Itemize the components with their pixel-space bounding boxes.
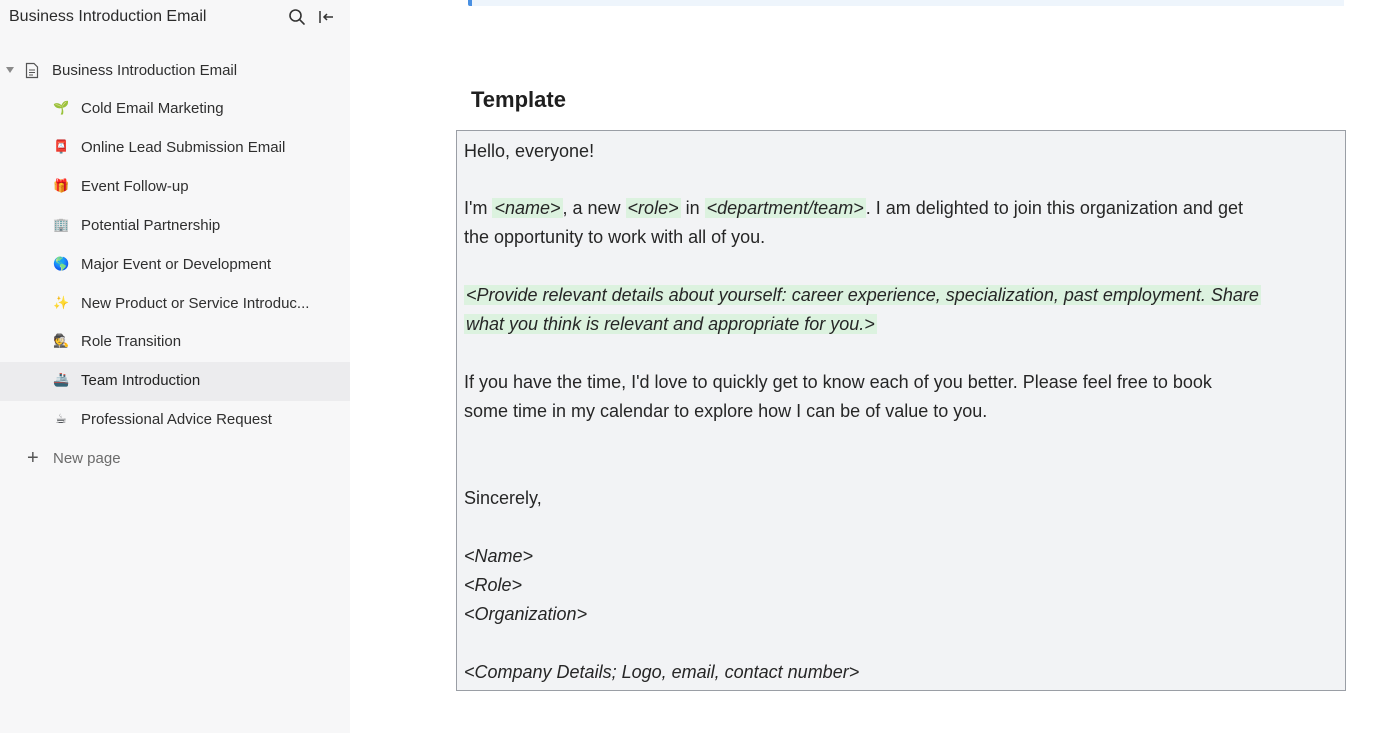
section-heading: Template — [471, 87, 566, 112]
sidebar-item-label: Professional Advice Request — [81, 411, 272, 428]
template-details-line-2 — [464, 310, 877, 339]
template-closing-line: If you have the time, I'd love to quickly get to know each of you better. Please feel free to book — [464, 372, 1212, 392]
template-signature-name: <Name> — [464, 546, 534, 566]
sidebar-item-label: Major Event or Development — [81, 256, 272, 273]
intro-text: , a new — [562, 198, 626, 218]
sidebar-item-label: Role Transition — [81, 333, 182, 350]
detective-icon: 🕵 — [53, 334, 70, 349]
sidebar-item-label: New Product or Service Introduc... — [81, 295, 310, 312]
document-icon — [25, 62, 39, 79]
template-signature-role: <Role> — [464, 575, 523, 595]
ship-icon: 🚢 — [53, 373, 70, 388]
globe-icon: 🌎 — [53, 257, 70, 272]
callout-block — [468, 0, 1344, 6]
template-intro-line-2: the opportunity to work with all of you. — [464, 227, 766, 247]
sidebar — [0, 0, 350, 733]
template-company-details: <Company Details; Logo, email, contact number> — [464, 662, 860, 682]
sidebar-item-major-event-or-development[interactable] — [0, 246, 350, 285]
sidebar-item-potential-partnership[interactable] — [0, 207, 350, 246]
postbox-icon: 📮 — [53, 140, 70, 155]
template-signoff: Sincerely, — [464, 488, 542, 508]
sidebar-item-role-transition[interactable] — [0, 323, 350, 362]
sidebar-title: Business Introduction Email — [9, 8, 207, 25]
sidebar-item-professional-advice-request[interactable] — [0, 401, 350, 440]
gift-icon: 🎁 — [53, 179, 70, 194]
sidebar-header — [0, 0, 350, 36]
new-page-label: New page — [53, 450, 121, 467]
sidebar-item-label: Team Introduction — [81, 372, 201, 389]
page-tree-root[interactable] — [0, 52, 350, 90]
sidebar-item-label: Potential Partnership — [81, 217, 221, 234]
sidebar-item-cold-email-marketing[interactable] — [0, 90, 350, 129]
office-building-icon: 🏢 — [53, 218, 70, 233]
sidebar-item-online-lead-submission-email[interactable] — [0, 129, 350, 168]
sidebar-item-team-introduction[interactable] — [0, 362, 350, 401]
collapse-sidebar-icon[interactable] — [315, 6, 337, 28]
intro-text: . I am delighted to join this organization and get — [865, 198, 1243, 218]
search-icon[interactable] — [286, 6, 308, 28]
intro-text: in — [680, 198, 705, 218]
sparkles-icon: ✨ — [53, 296, 70, 311]
sidebar-item-label: Online Lead Submission Email — [81, 139, 286, 156]
template-greeting: Hello, everyone! — [464, 141, 595, 161]
placeholder-role: <role> — [627, 198, 679, 218]
new-page-button[interactable] — [0, 440, 350, 478]
placeholder-name: <name> — [494, 198, 561, 218]
coffee-icon: ☕ — [55, 412, 67, 427]
seedling-icon: 🌱 — [53, 101, 70, 116]
template-signature-organization: <Organization> — [464, 604, 588, 624]
caret-down-icon[interactable] — [6, 67, 14, 73]
sidebar-item-label: Cold Email Marketing — [81, 100, 224, 117]
template-details-line — [464, 281, 1261, 310]
sidebar-item-event-follow-up[interactable] — [0, 168, 350, 207]
plus-icon: + — [27, 447, 39, 469]
intro-text: I'm — [464, 198, 493, 218]
placeholder-details: <Provide relevant details about yourself: career experience, specialization, past employment. Share — [466, 285, 1259, 305]
template-closing-line-2: some time in my calendar to explore how I can be of value to you. — [464, 401, 988, 421]
placeholder-details-continued: what you think is relevant and appropriate for you.> — [466, 314, 875, 334]
template-block[interactable] — [456, 130, 1346, 691]
sidebar-item-label: Event Follow-up — [81, 178, 189, 195]
template-intro-line — [464, 194, 1243, 223]
page-tree-root-label: Business Introduction Email — [52, 62, 238, 79]
sidebar-item-new-product-or-service-introduction[interactable] — [0, 285, 350, 324]
placeholder-department: <department/team> — [706, 198, 864, 218]
